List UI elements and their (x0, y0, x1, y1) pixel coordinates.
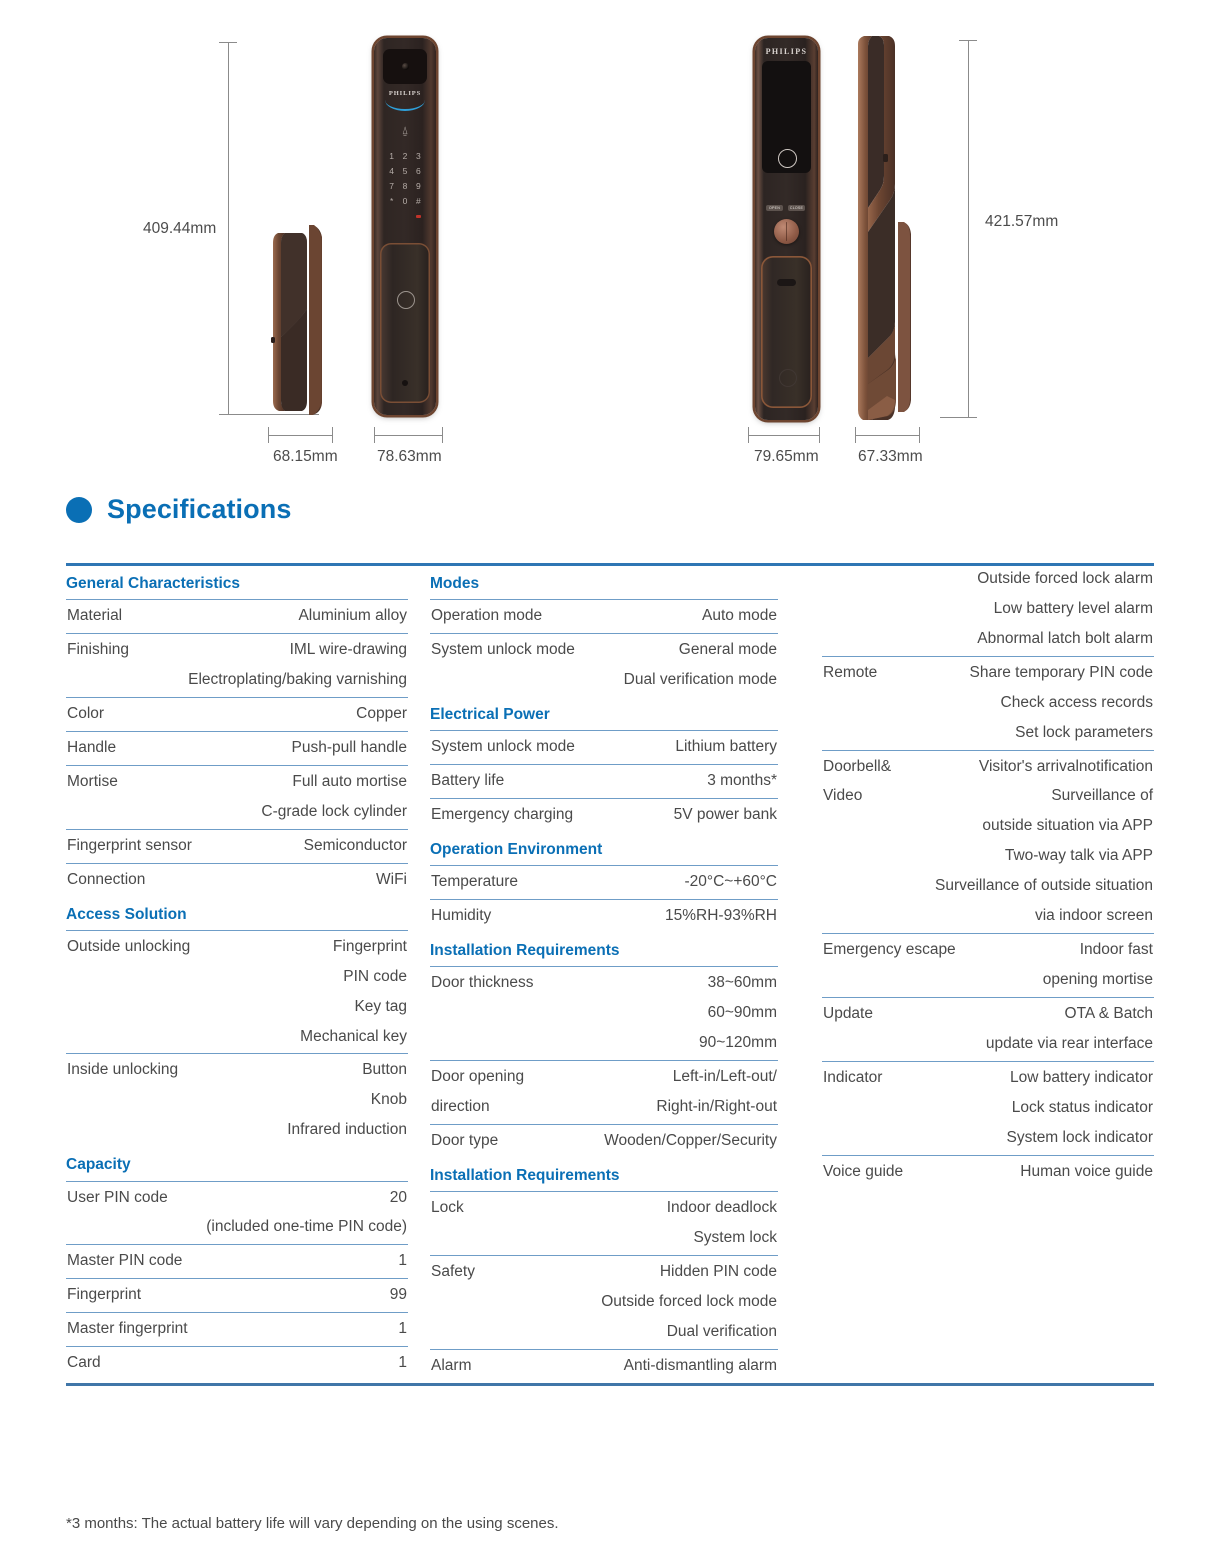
spec-row (822, 1061, 1154, 1095)
spec-row (66, 599, 408, 633)
dimension-cap (959, 40, 977, 41)
camera-icon (383, 49, 427, 84)
spec-row (430, 1349, 778, 1383)
spec-row-key: Outside unlocking (67, 937, 191, 955)
spec-row (822, 750, 1154, 784)
key-hash[interactable]: # (415, 196, 421, 206)
key-5[interactable]: 5 (402, 166, 408, 176)
spec-row (822, 903, 1154, 933)
bullet-icon (66, 497, 92, 523)
spec-row (822, 596, 1154, 626)
spec-row-value: 1 (398, 1320, 407, 1338)
spec-row (822, 720, 1154, 750)
indoor-panel (755, 38, 818, 420)
spec-row (430, 1060, 778, 1094)
spec-row-value: Visitor's arrivalnotification (978, 757, 1153, 775)
open-button[interactable]: OPEN (766, 205, 783, 211)
spec-row-value: IML wire-drawing (289, 641, 407, 659)
spec-row-value: Aluminium alloy (298, 607, 407, 625)
spec-row-value: via indoor screen (1034, 907, 1153, 925)
spec-row (430, 1124, 778, 1158)
spec-row (66, 731, 408, 765)
spec-row-key: Connection (67, 870, 146, 888)
spec-row (430, 1000, 778, 1030)
spec-row-key: System unlock mode (431, 738, 575, 756)
spec-row-key: Operation mode (431, 607, 543, 625)
spec-row-value: General mode (678, 641, 777, 659)
spec-row (66, 1181, 408, 1215)
spec-row-value: Lock status indicator (1011, 1098, 1153, 1116)
spec-row-key: Finishing (67, 641, 130, 659)
spec-row-key: Fingerprint (67, 1286, 142, 1304)
spec-row-value: 15%RH-93%RH (665, 907, 777, 925)
spec-row (66, 1244, 408, 1278)
spec-section-heading: Installation Requirements (430, 942, 620, 960)
spec-row-value: -20°C~+60°C (684, 873, 777, 891)
spec-row-key: Emergency escape (823, 941, 956, 959)
close-button[interactable]: CLOSE (789, 206, 804, 210)
spec-row-value: 3 months* (707, 772, 777, 790)
spec-row (66, 1024, 408, 1054)
cover-slot (777, 279, 796, 286)
spec-row-key: Door opening (431, 1068, 525, 1086)
spec-row-key: Alarm (431, 1356, 472, 1374)
spec-row-value: 60~90mm (707, 1004, 777, 1022)
dimension-cap (268, 427, 269, 443)
spec-row (66, 930, 408, 964)
spec-row-value: Auto mode (702, 607, 777, 625)
spec-row-value: Abnormal latch bolt alarm (977, 629, 1153, 647)
spec-section-heading: Access Solution (66, 905, 187, 923)
width-dimension-line-indoor (748, 435, 820, 436)
key-4[interactable]: 4 (389, 166, 395, 176)
dim-width-side-front: 68.15mm (273, 448, 338, 465)
spec-row (430, 865, 778, 899)
spec-row-value: Electroplating/baking varnishing (188, 671, 407, 689)
spec-row (430, 1255, 778, 1289)
key-star[interactable]: * (390, 196, 394, 206)
spec-row-key: Door thickness (431, 974, 534, 992)
spec-row (66, 1117, 408, 1147)
spec-row-value: 38~60mm (707, 974, 777, 992)
spec-row-value: Check access records (1000, 693, 1153, 711)
dim-width-front: 78.63mm (377, 448, 442, 465)
dim-height-front: 409.44mm (143, 220, 217, 237)
spec-row-key: Card (67, 1354, 101, 1372)
spec-row-value: Low battery level alarm (993, 599, 1153, 617)
dimension-cap (332, 427, 333, 443)
spec-row (822, 783, 1154, 813)
spec-row-value: opening mortise (1042, 970, 1153, 988)
spec-row-key: Lock (431, 1199, 464, 1217)
spec-row (430, 1319, 778, 1349)
spec-row-value: (included one-time PIN code) (206, 1218, 407, 1236)
spec-row-value: WiFi (376, 870, 407, 888)
spec-row-value: 1 (398, 1354, 407, 1372)
spec-row-key: Update (823, 1004, 873, 1022)
spec-section-heading: Operation Environment (430, 841, 603, 859)
spec-row (66, 1278, 408, 1312)
spec-row-key: Door type (431, 1131, 499, 1149)
spec-section-heading: Modes (430, 575, 480, 592)
footnote: *3 months: The actual battery life will vary depending on the using scenes. (66, 1515, 559, 1532)
spec-row-value: update via rear interface (985, 1034, 1153, 1052)
width-dimension-line-side-front (268, 435, 333, 436)
spec-row (430, 1030, 778, 1060)
spec-row (66, 1346, 408, 1380)
spec-row (430, 1191, 778, 1225)
spec-row-value: Dual verification (666, 1322, 777, 1340)
spec-row-key: Temperature (431, 873, 519, 891)
spec-row (430, 633, 778, 667)
spec-row-value: Knob (370, 1091, 407, 1109)
spec-row-value: Full auto mortise (292, 772, 407, 790)
spec-row-value: 90~120mm (699, 1034, 777, 1052)
spec-row (822, 1125, 1154, 1155)
spec-row-key: Master PIN code (67, 1252, 183, 1270)
spec-row (66, 1087, 408, 1117)
spec-row-value: Hidden PIN code (659, 1263, 777, 1280)
page-title: Specifications (107, 494, 292, 524)
key-7[interactable]: 7 (389, 181, 395, 191)
spec-row-value: Infrared induction (287, 1121, 407, 1139)
spec-row (430, 798, 778, 832)
spec-row-value: 1 (398, 1252, 407, 1270)
keypad[interactable] (385, 151, 425, 206)
key-3[interactable]: 3 (415, 151, 421, 161)
dimension-cap (919, 427, 920, 443)
indoor-side-profile (855, 36, 925, 421)
spec-row-key: Mortise (67, 772, 118, 790)
spec-columns (66, 566, 1154, 1383)
spec-row-value: Fingerprint (332, 937, 407, 955)
spec-row-key: Indicator (823, 1068, 883, 1086)
spec-row-value: System lock indicator (1006, 1128, 1153, 1146)
spec-row (66, 829, 408, 863)
spec-row-key: Humidity (431, 907, 492, 925)
spec-row (822, 626, 1154, 656)
spec-row-value: Left-in/Left-out/ (672, 1068, 777, 1086)
spec-row (822, 843, 1154, 873)
spec-row (66, 863, 408, 897)
spec-row-key: Fingerprint sensor (67, 836, 192, 854)
height-dimension-line-indoor (968, 40, 969, 417)
spec-row-key: Master fingerprint (67, 1320, 188, 1338)
spec-row-value: Push-pull handle (291, 738, 407, 756)
dimension-cap (442, 427, 443, 443)
spec-row-value: Wooden/Copper/Security (604, 1131, 777, 1149)
width-dimension-line-front (374, 435, 443, 436)
spec-section-heading: General Characteristics (66, 575, 241, 592)
battery-cover (761, 256, 812, 408)
spec-row (66, 964, 408, 994)
brand-logo-indoor: PHILIPS (765, 47, 808, 56)
spec-row-value: Button (362, 1061, 407, 1079)
spec-row-value: C-grade lock cylinder (261, 802, 407, 820)
spec-row-value: System lock (693, 1229, 777, 1247)
dimension-cap (855, 427, 856, 443)
spec-row (66, 633, 408, 667)
spec-row (430, 667, 778, 697)
blue-arc-accent (385, 100, 425, 111)
spec-row-value: Human voice guide (1020, 1162, 1153, 1180)
table-bottom-rule (66, 1383, 1154, 1386)
spec-row (430, 1289, 778, 1319)
spec-row-value: Lithium battery (675, 738, 777, 756)
spec-row (430, 730, 778, 764)
specifications-header (66, 494, 291, 525)
spec-row (822, 873, 1154, 903)
spec-column-left (66, 566, 408, 1380)
spec-row-key: Safety (431, 1263, 475, 1280)
spec-row-value: 99 (389, 1286, 407, 1304)
spec-row-value: Anti-dismantling alarm (623, 1356, 777, 1374)
spec-row-value: Right-in/Right-out (656, 1098, 777, 1116)
spec-row-key: Color (67, 705, 105, 723)
spec-row (822, 997, 1154, 1031)
indoor-button-icon[interactable] (778, 149, 797, 168)
spec-row-key: Battery life (431, 772, 505, 790)
dimension-cap (819, 427, 820, 443)
dim-width-side-indoor: 67.33mm (858, 448, 923, 465)
front-outdoor-panel (374, 38, 436, 415)
spec-row (66, 765, 408, 799)
spec-row-value: Semiconductor (303, 836, 407, 854)
doorbell-icon: ⍙ (401, 125, 409, 137)
spec-row (430, 599, 778, 633)
spec-row-value: Outside forced lock mode (601, 1292, 777, 1310)
dimension-cap (374, 427, 375, 443)
spec-row (66, 994, 408, 1024)
spec-row-value: Outside forced lock alarm (977, 570, 1153, 587)
spec-row-key: Voice guide (823, 1162, 904, 1180)
spec-row-value: Copper (356, 705, 407, 723)
spec-row (822, 813, 1154, 843)
spec-row-value: Surveillance of (1051, 787, 1153, 805)
dim-height-indoor: 421.57mm (985, 213, 1059, 230)
spec-row (430, 899, 778, 933)
front-side-profile (268, 225, 333, 415)
spec-row (66, 1312, 408, 1346)
height-dimension-line-front (228, 42, 229, 414)
spec-row (66, 697, 408, 731)
spec-row-value: Share temporary PIN code (969, 663, 1153, 681)
spec-row (822, 1031, 1154, 1061)
dimension-cap (748, 427, 749, 443)
spec-section-heading: Electrical Power (430, 706, 550, 724)
spec-row (822, 1155, 1154, 1189)
sensor-dot (402, 380, 408, 386)
spec-row (822, 967, 1154, 997)
spec-row-key: Material (67, 607, 123, 625)
spec-row-key: Remote (823, 663, 878, 681)
spec-row (66, 1053, 408, 1087)
spec-row-key: User PIN code (67, 1188, 168, 1206)
spec-row (430, 1225, 778, 1255)
spec-row (430, 764, 778, 798)
key-1[interactable]: 1 (389, 151, 395, 161)
key-6[interactable]: 6 (415, 166, 421, 176)
spec-row (430, 1094, 778, 1124)
key-0[interactable]: 0 (402, 196, 408, 206)
fingerprint-sensor-icon (397, 291, 415, 309)
key-9[interactable]: 9 (415, 181, 421, 191)
spec-row (822, 690, 1154, 720)
dimension-cap (940, 417, 977, 418)
key-2[interactable]: 2 (402, 151, 408, 161)
spec-row (66, 799, 408, 829)
dimension-cap (219, 42, 237, 43)
spec-row-key: System unlock mode (431, 641, 575, 659)
spec-section-heading: Capacity (66, 1156, 131, 1174)
spec-row-value: Set lock parameters (1015, 723, 1153, 741)
spec-row-key: Handle (67, 738, 117, 756)
spec-section-heading: Installation Requirements (430, 1166, 620, 1184)
spec-row-value: Indoor deadlock (666, 1199, 777, 1217)
specifications-table (66, 563, 1154, 1386)
spec-row (430, 966, 778, 1000)
spec-row (66, 1214, 408, 1244)
product-dimension-diagram (0, 0, 1220, 480)
spec-row-value: Two-way talk via APP (1004, 847, 1153, 865)
spec-row-key: Inside unlocking (67, 1061, 179, 1079)
spec-row-value: outside situation via APP (982, 817, 1153, 835)
fingerprint-handle-pad (380, 243, 430, 403)
spec-row-value: PIN code (343, 967, 407, 985)
spec-row-value: Dual verification mode (623, 671, 777, 689)
thumb-turn-knob[interactable] (774, 219, 799, 244)
dim-width-indoor: 79.65mm (754, 448, 819, 465)
spec-row-value: 20 (389, 1188, 407, 1206)
spec-row (822, 656, 1154, 690)
spec-row (822, 1095, 1154, 1125)
spec-row-key: Video (823, 787, 863, 805)
spec-row-value: Key tag (354, 997, 407, 1015)
spec-column-middle (430, 566, 778, 1383)
spec-row-value: Surveillance of outside situation (935, 877, 1153, 895)
brand-logo-front: PHILIPS (388, 90, 422, 97)
width-dimension-line-side-indoor (855, 435, 920, 436)
spec-row-key: direction (431, 1098, 490, 1116)
status-led-indicator (416, 215, 421, 218)
spec-row-value: 5V power bank (673, 806, 777, 824)
spec-row-value: Mechanical key (300, 1027, 407, 1045)
spec-row (822, 566, 1154, 596)
spec-row-value: Indoor fast (1079, 941, 1153, 959)
spec-row (66, 667, 408, 697)
spec-row-key: Emergency charging (431, 806, 574, 824)
spec-row-value: Low battery indicator (1009, 1068, 1153, 1086)
spec-row-key: Doorbell& (823, 757, 892, 775)
cover-circle-icon (779, 369, 797, 387)
key-8[interactable]: 8 (402, 181, 408, 191)
spec-row-value: OTA & Batch (1064, 1004, 1153, 1022)
spec-column-right (822, 566, 1154, 1188)
spec-row (822, 933, 1154, 967)
